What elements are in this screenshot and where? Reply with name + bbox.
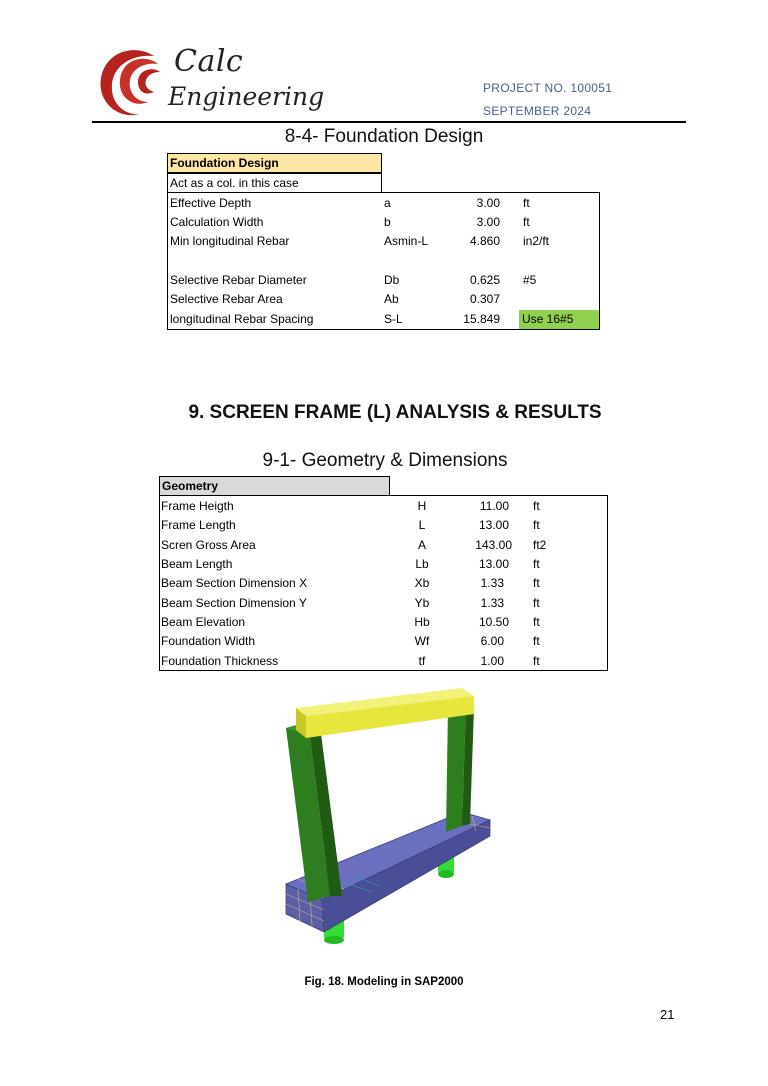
table-cell-value: 3.00 [476, 215, 500, 229]
sap2000-frame-model [262, 686, 502, 946]
table-cell-unit: ft [533, 576, 540, 590]
left-column-shape [286, 722, 342, 902]
right-column-shape [446, 704, 474, 832]
table-cell-value: 4.860 [469, 234, 500, 248]
project-number: PROJECT NO. 100051 [483, 81, 613, 95]
table-cell-unit: ft [533, 499, 540, 513]
table-cell-symbol: Yb [414, 596, 430, 610]
table-cell-label: Effective Depth [170, 196, 252, 210]
table-cell-label: Beam Section Dimension Y [161, 596, 307, 610]
page-number: 21 [660, 1007, 675, 1022]
table-cell-value: 6.00 [480, 634, 504, 648]
table-cell-label: Scren Gross Area [161, 538, 256, 552]
table-cell-value: 0.625 [469, 273, 500, 287]
table-cell-label: Frame Heigth [161, 499, 234, 513]
table-cell-unit: ft [533, 654, 540, 668]
table-cell-symbol: Xb [414, 576, 430, 590]
table-cell-unit: ft [533, 557, 540, 571]
table-cell-unit: #5 [523, 273, 537, 287]
table-cell-value: 11.00 [479, 499, 509, 513]
table-cell-label: Frame Length [161, 518, 236, 532]
foundation-table-header: Foundation Design [167, 153, 382, 173]
table-cell-value: 15.849 [463, 312, 500, 326]
table-cell-unit: ft [523, 215, 530, 229]
table-cell-unit: ft [533, 634, 540, 648]
table-cell-label: Selective Rebar Area [170, 292, 283, 306]
table-cell-unit: ft2 [533, 538, 547, 552]
table-cell-symbol: S-L [384, 312, 403, 326]
table-cell-label: Foundation Width [161, 634, 256, 648]
table-cell-value: 0.307 [469, 292, 500, 306]
table-cell-label: longitudinal Rebar Spacing [170, 312, 314, 326]
table-cell-symbol: L [418, 518, 426, 532]
table-cell-value: 1.33 [480, 596, 504, 610]
table-cell-symbol: Asmin-L [384, 234, 429, 248]
top-beam-shape [296, 688, 474, 738]
table-cell-symbol: Db [384, 273, 400, 287]
company-logo [96, 42, 325, 122]
table-cell-value: 13.00 [478, 557, 509, 571]
foundation-table-subheader: Act as a col. in this case [167, 173, 382, 193]
table-cell-symbol: Hb [414, 615, 430, 629]
logo-swirl-icon [96, 42, 170, 122]
table-cell-value: 3.00 [476, 196, 500, 210]
header-divider [92, 121, 686, 123]
table-cell-unit: in2/ft [523, 234, 550, 248]
logo-text-calc: Calc [174, 44, 244, 79]
table-cell-value: 13.00 [478, 518, 509, 532]
table-cell-symbol: Ab [384, 292, 399, 306]
table-cell-symbol: Lb [415, 557, 429, 571]
table-cell-unit: ft [533, 615, 540, 629]
table-cell-value: 1.00 [480, 654, 504, 668]
rebar-spacing-result-badge: Use 16#5 [519, 310, 599, 329]
table-cell-value: 143.00 [475, 538, 512, 552]
table-cell-label: Foundation Thickness [161, 654, 279, 668]
section-title-geometry: 9-1- Geometry & Dimensions [262, 450, 508, 471]
table-cell-unit: ft [533, 596, 540, 610]
table-cell-label: Min longitudinal Rebar [170, 234, 290, 248]
section-title-foundation-design: 8-4- Foundation Design [284, 126, 484, 147]
geometry-table-header: Geometry [159, 476, 390, 496]
table-cell-unit: ft [533, 518, 540, 532]
table-cell-label: Calculation Width [170, 215, 264, 229]
table-cell-symbol: Wf [414, 634, 430, 648]
table-cell-label: Beam Elevation [161, 615, 246, 629]
table-cell-symbol: tf [418, 654, 426, 668]
table-cell-value: 10.50 [478, 615, 509, 629]
figure-caption: Fig. 18. Modeling in SAP2000 [304, 976, 464, 988]
table-cell-symbol: H [417, 499, 427, 513]
table-cell-label: Selective Rebar Diameter [170, 273, 307, 287]
table-cell-value: 1.33 [480, 576, 504, 590]
table-cell-symbol: a [384, 196, 391, 210]
project-date: SEPTEMBER 2024 [483, 104, 592, 118]
section-title-screen-frame: 9. SCREEN FRAME (L) ANALYSIS & RESULTS [188, 402, 602, 423]
table-cell-symbol: b [384, 215, 391, 229]
table-cell-label: Beam Length [161, 557, 233, 571]
logo-text-engineering: Engineering [168, 82, 325, 111]
table-cell-symbol: A [417, 538, 426, 552]
table-cell-unit: ft [523, 196, 530, 210]
table-cell-label: Beam Section Dimension X [161, 576, 308, 590]
